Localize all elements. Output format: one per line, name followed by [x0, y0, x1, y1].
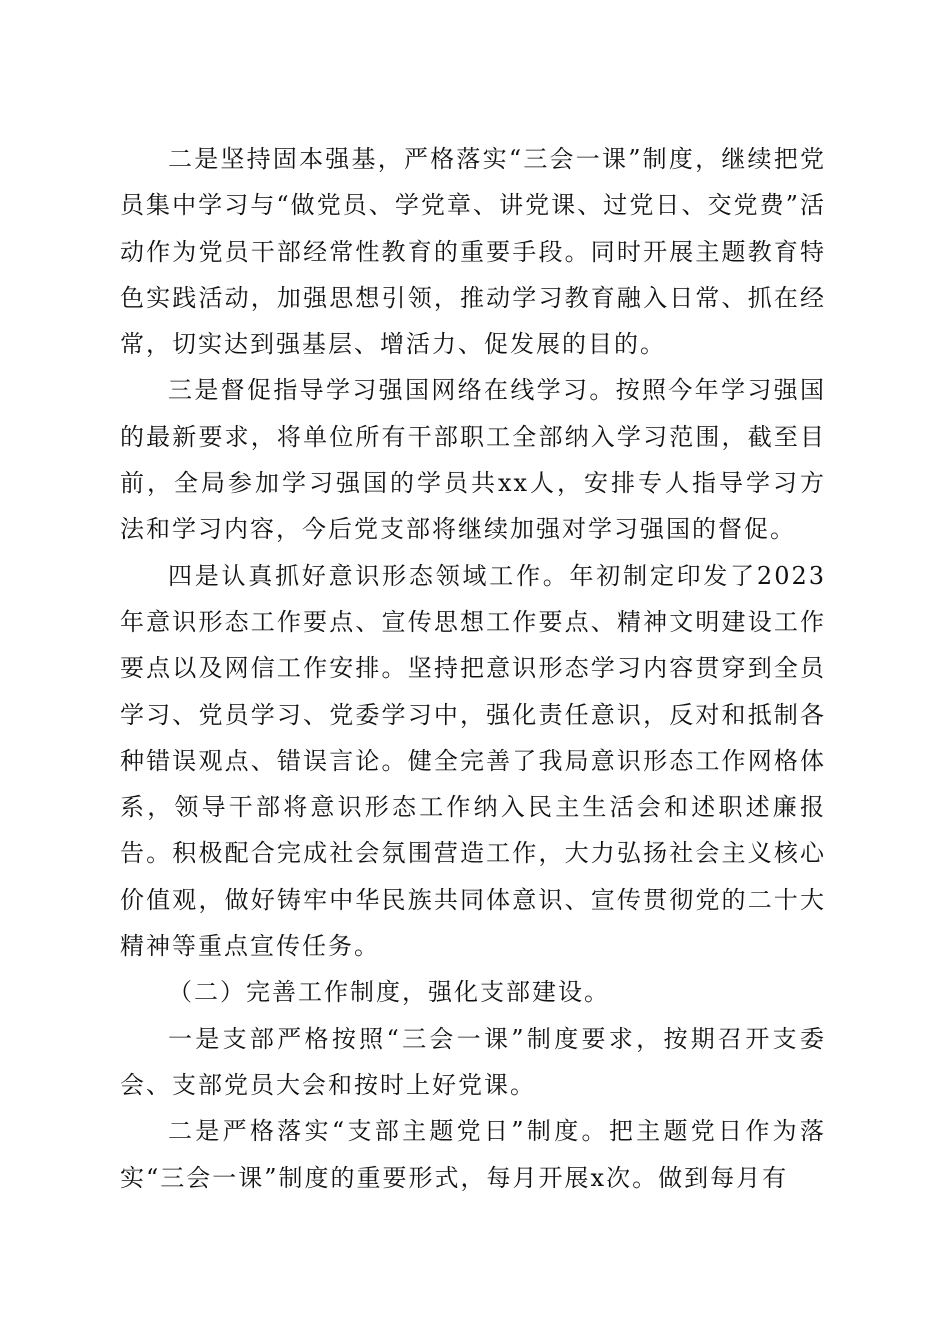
- document-body: [120, 136, 826, 1201]
- paragraph-theme-day: 二是严格落实“支部主题党日”制度。把主题党日作为落实“三会一课”制度的重要形式，每月开展x次。做到每月有: [120, 1117, 826, 1192]
- paragraph-ideology-work: 四是认真抓好意识形态领域工作。年初制定印发了2023年意识形态工作要点、宣传思想工作要点、精神文明建设工作要点以及网信工作安排。坚持把意识形态学习内容贯穿到全员学习、党员学习、党委学习中，强化责任意识，反对和抵制各种错误观点、错误言论。健全完善了我局意识形态工作网格体系，领导干部将意识形态工作纳入民主生活会和述职述廉报告。积极配合完成社会氛围营造工作，大力弘扬社会主义核心价值观，做好铸牢中华民族共同体意识、宣传贯彻党的二十大精神等重点宣传任务。: [120, 561, 826, 961]
- section-heading: （二）完善工作制度，强化支部建设。: [168, 978, 610, 1007]
- paragraph-branch-meetings: 一是支部严格按照“三会一课”制度要求，按期召开支委会、支部党员大会和按时上好党课。: [120, 1024, 826, 1099]
- paragraph-study-platform: 三是督促指导学习强国网络在线学习。按照今年学习强国的最新要求，将单位所有干部职工全部纳入学习范围，截至目前，全局参加学习强国的学员共xx人，安排专人指导学习方法和学习内容，今后党支部将继续加强对学习强国的督促。: [120, 376, 826, 544]
- paragraph-consolidate-foundation: 二是坚持固本强基，严格落实“三会一课”制度，继续把党员集中学习与“做党员、学党章、讲党课、过党日、交党费”活动作为党员干部经常性教育的重要手段。同时开展主题教育特色实践活动，加强思想引领，推动学习教育融入日常、抓在经常，切实达到强基层、增活力、促发展的目的。: [120, 145, 826, 359]
